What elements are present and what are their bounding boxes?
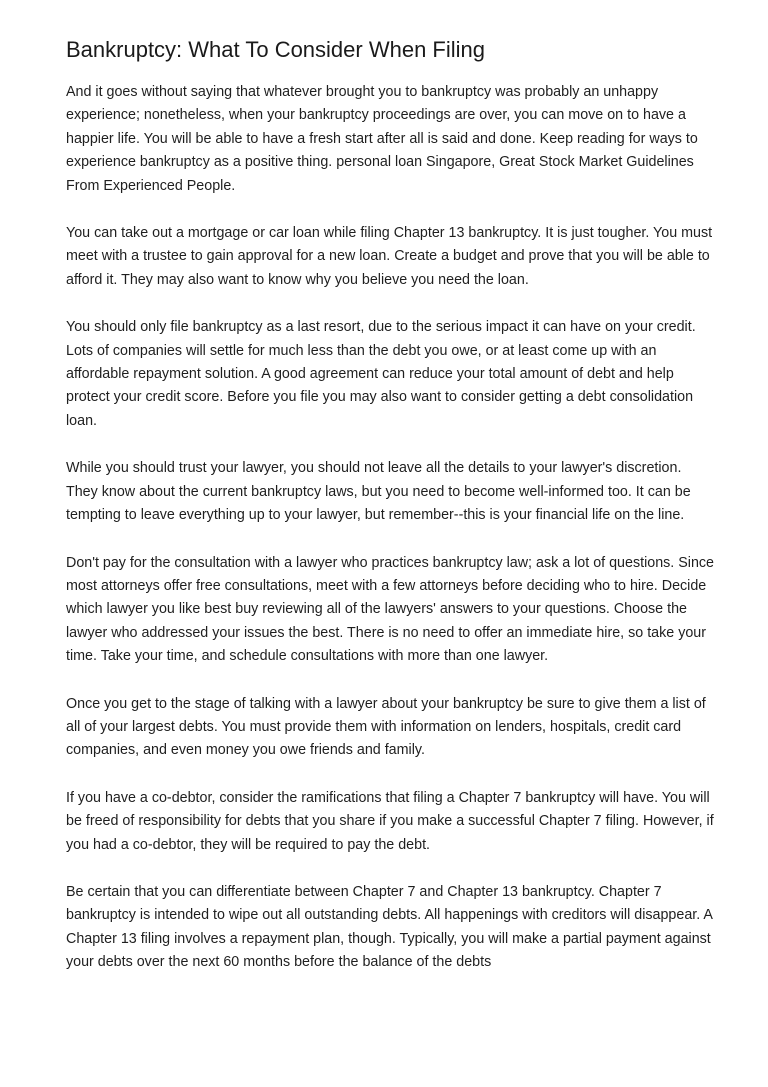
paragraph-last-resort: You should only file bankruptcy as a last resort, due to the serious impact it can have on your credit. Lots of companies will settle for much less than the debt you owe, or at least come up with an affordable repayment solution. A good agreement can reduce your total amount of debt and help protect your credit score. Before you file you may also want to consider getting a debt consolidation loan. bbox=[66, 319, 696, 429]
document-page bbox=[66, 30, 716, 999]
page-title: Bankruptcy: What To Consider When Filing bbox=[66, 37, 485, 62]
paragraph-chapter-difference: Be certain that you can differentiate between Chapter 7 and Chapter 13 bankruptcy. Chapter 7 bankruptcy is intended to wipe out all outstanding debts. All happenings with creditors will disappear. A Chapter 13 filing involves a repayment plan, though. Typically, you will make a partial payment against your debts over the next 60 months before the balance of the debts bbox=[66, 883, 713, 971]
paragraph-co-debtor: If you have a co-debtor, consider the ramifications that filing a Chapter 7 bankruptcy will have. You will be freed of responsibility for debts that you share if you make a successful Chapter 7 filing. However, if you had a co-debtor, they will be required to pay the debt. bbox=[66, 789, 714, 853]
paragraph-intro: And it goes without saying that whatever brought you to bankruptcy was probably an unhappy experience; nonetheless, when your bankruptcy proceedings are over, you can move on to have a happier life. You will be able to have a fresh start after all is said and done. Keep reading for ways to experience bankruptcy as a positive thing. personal loan Singapore, Great Stock Market Guidelines From Experienced People. bbox=[66, 84, 698, 194]
paragraph-trust-lawyer: While you should trust your lawyer, you should not leave all the details to your lawyer's discretion. They know about the current bankruptcy laws, but you need to become well-informed too. It can be tempting to leave everything up to your lawyer, but remember--this is your financial life on the line. bbox=[66, 460, 691, 524]
paragraph-consultation: Don't pay for the consultation with a lawyer who practices bankruptcy law; ask a lot of questions. Since most attorneys offer free consultations, meet with a few attorneys before deciding who to hire. Decide which lawyer you like best buy reviewing all of the lawyers' answers to your questions. Choose the lawyer who addressed your issues the best. There is no need to offer an immediate hire, so take your time. Take your time, and schedule consultations with more than one lawyer. bbox=[66, 554, 715, 665]
paragraph-mortgage-car-loan: You can take out a mortgage or car loan while filing Chapter 13 bankruptcy. It is just tougher. You must meet with a trustee to gain approval for a new loan. Create a budget and prove that you will be able to afford it. They may also want to know why you believe you need the loan. bbox=[66, 225, 713, 288]
paragraph-list-debts: Once you get to the stage of talking with a lawyer about your bankruptcy be sure to give them a list of all of your largest debts. You must provide them with information on lenders, hospitals, credit card companies, and even money you owe friends and family. bbox=[66, 695, 706, 759]
